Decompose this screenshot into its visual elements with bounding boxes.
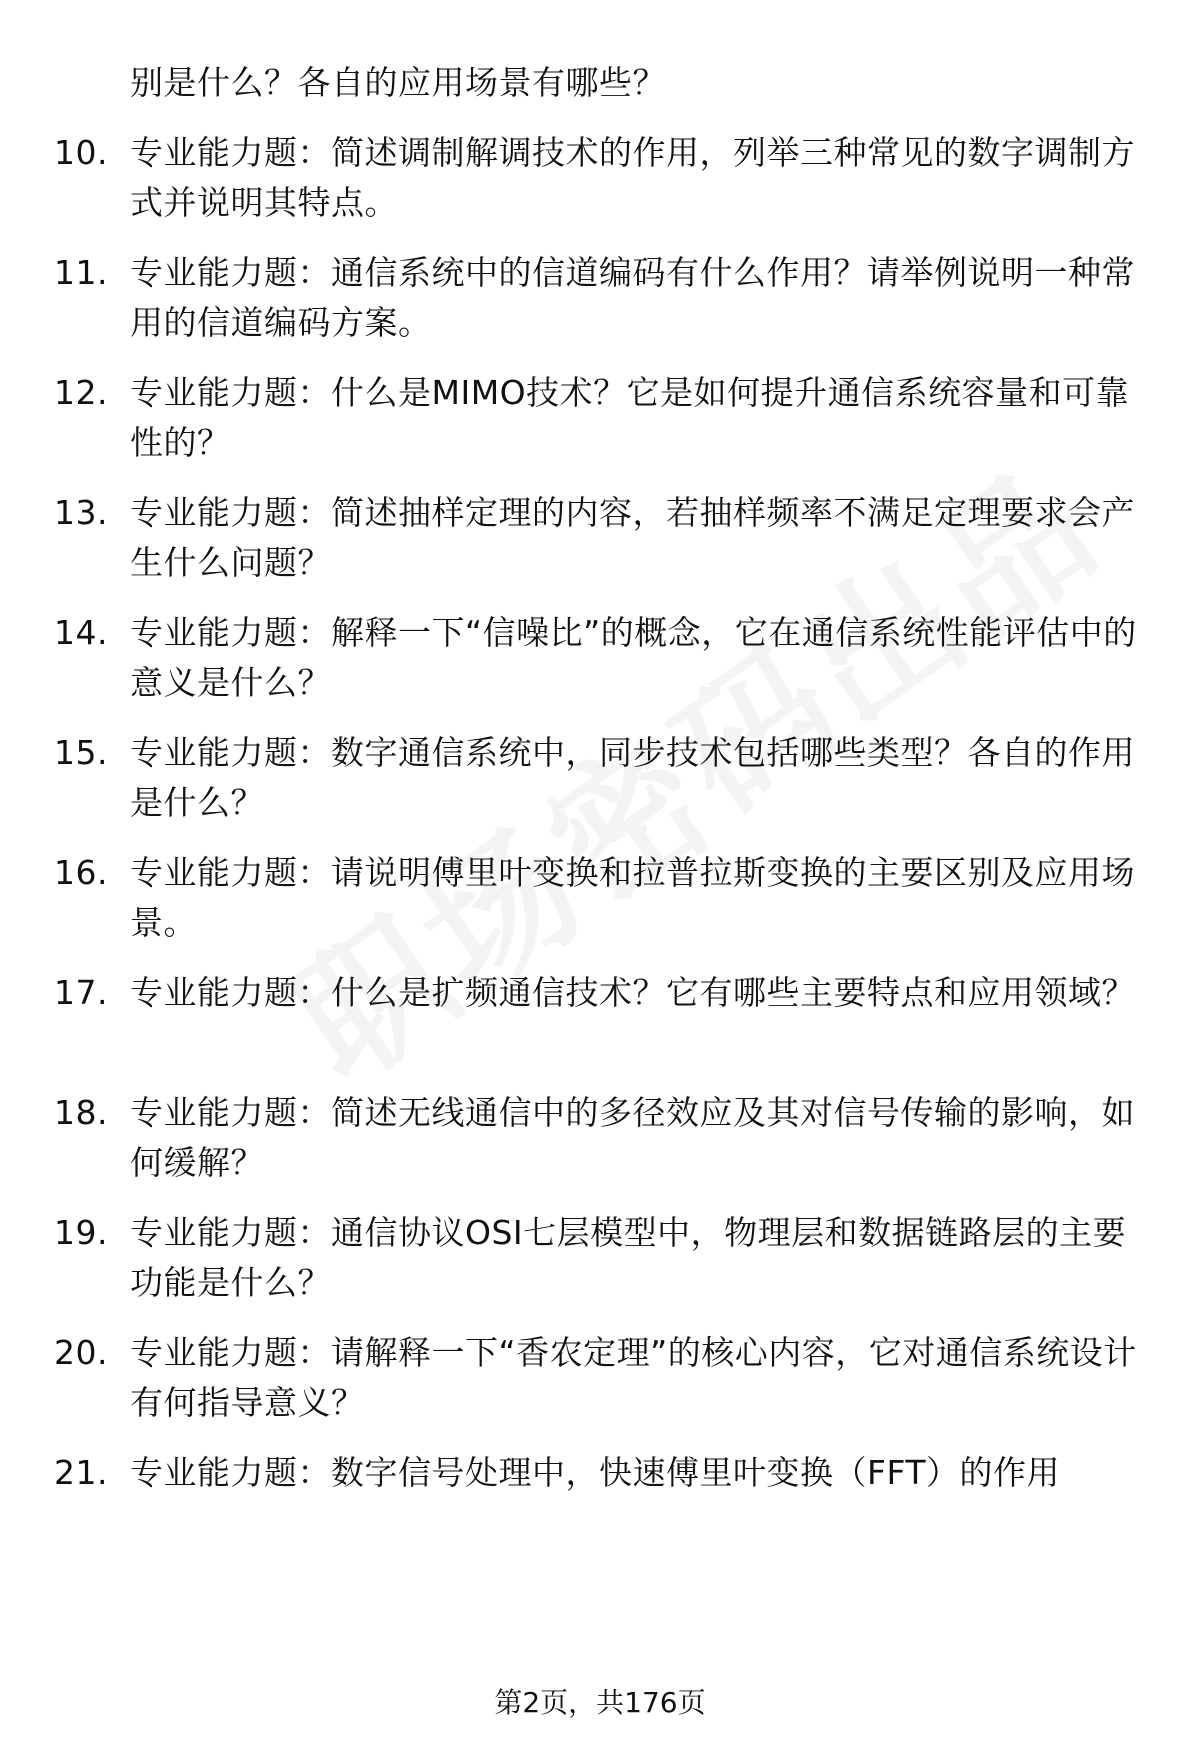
question-item bbox=[0, 248, 1200, 368]
question-text: 专业能力题：解释一下“信噪比”的概念，它在通信系统性能评估中的意义是什么？ bbox=[130, 613, 1137, 702]
question-text: 专业能力题：简述抽样定理的内容，若抽样频率不满足定理要求会产生什么问题？ bbox=[130, 493, 1135, 582]
question-number: 17. bbox=[54, 973, 108, 1012]
question-number: 16. bbox=[54, 853, 108, 892]
question-text: 专业能力题：通信系统中的信道编码有什么作用？请举例说明一种常用的信道编码方案。 bbox=[130, 253, 1135, 342]
question-text: 专业能力题：数字通信系统中，同步技术包括哪些类型？各自的作用是什么？ bbox=[130, 733, 1135, 822]
question-text: 专业能力题：什么是MIMO技术？它是如何提升通信系统容量和可靠性的？ bbox=[130, 373, 1130, 462]
question-text: 专业能力题：请说明傅里叶变换和拉普拉斯变换的主要区别及应用场景。 bbox=[130, 853, 1135, 942]
question-number: 11. bbox=[54, 253, 108, 292]
question-text: 专业能力题：简述调制解调技术的作用，列举三种常见的数字调制方式并说明其特点。 bbox=[130, 133, 1135, 222]
question-number: 14. bbox=[54, 613, 108, 652]
question-item bbox=[0, 128, 1200, 248]
question-text: 专业能力题：通信协议OSI七层模型中，物理层和数据链路层的主要功能是什么？ bbox=[130, 1213, 1127, 1302]
question-text: 专业能力题：什么是扩频通信技术？它有哪些主要特点和应用领域？ bbox=[130, 973, 1135, 1012]
question-number: 18. bbox=[54, 1093, 108, 1132]
question-number: 12. bbox=[54, 373, 108, 412]
question-item bbox=[0, 488, 1200, 608]
question-text: 专业能力题：数字信号处理中，快速傅里叶变换（FFT）的作用 bbox=[130, 1453, 1061, 1492]
question-number: 20. bbox=[54, 1333, 108, 1372]
question-number: 19. bbox=[54, 1213, 108, 1252]
question-item bbox=[0, 848, 1200, 968]
question-text: 专业能力题：简述无线通信中的多径效应及其对信号传输的影响，如何缓解？ bbox=[130, 1093, 1135, 1182]
question-text: 专业能力题：请解释一下“香农定理”的核心内容，它对通信系统设计有何指导意义？ bbox=[130, 1333, 1137, 1422]
question-item bbox=[0, 1208, 1200, 1328]
question-item bbox=[0, 1328, 1200, 1448]
question-item bbox=[0, 368, 1200, 488]
question-number: 15. bbox=[54, 733, 108, 772]
question-number: 13. bbox=[54, 493, 108, 532]
question-number: 21. bbox=[54, 1453, 108, 1492]
question-item bbox=[0, 728, 1200, 848]
question-number: 10. bbox=[54, 133, 108, 172]
continuation-line: 别是什么？各自的应用场景有哪些？ bbox=[130, 63, 666, 102]
question-item bbox=[0, 608, 1200, 728]
question-item bbox=[0, 1448, 1200, 1568]
question-item bbox=[0, 1088, 1200, 1208]
page-footer: 第2页，共176页 bbox=[494, 1686, 706, 1719]
question-item bbox=[0, 968, 1200, 1088]
